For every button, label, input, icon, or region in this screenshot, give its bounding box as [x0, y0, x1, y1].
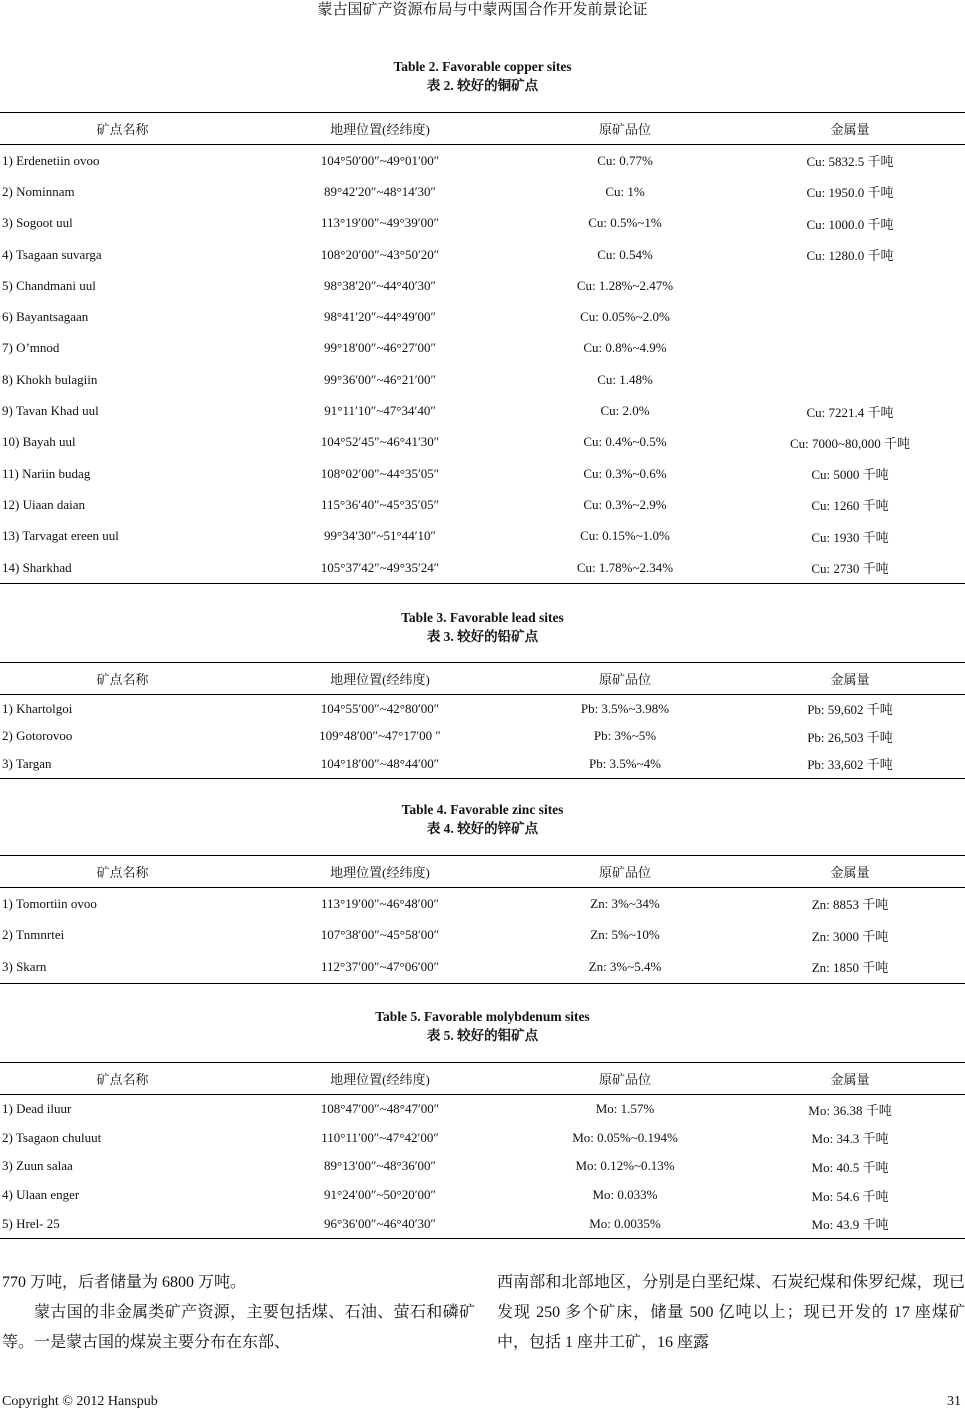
ore-grade-cell: Cu: 1.28%~2.47% — [576, 277, 674, 293]
ore-grade-cell: Cu: 1% — [605, 183, 645, 199]
metal-amount-cell: Cu: 1950.0 千吨 — [806, 185, 894, 201]
location-cell: 112°37′00″~47°06′00″ — [321, 958, 439, 974]
ore-grade-cell: Zn: 3%~34% — [590, 895, 660, 911]
copyright: Copyright © 2012 Hanspub — [2, 1394, 158, 1409]
table-row — [0, 364, 965, 395]
metal-amount-cell: Pb: 59,602 千吨 — [807, 702, 893, 718]
header-ore-grade: 原矿品位 — [598, 672, 651, 687]
header-location: 地理位置(经纬度) — [330, 1072, 430, 1087]
table-row — [0, 888, 965, 920]
table-row — [0, 208, 965, 239]
header-site-name: 矿点名称 — [96, 122, 149, 137]
site-name-cell: 5) Hrel- 25 — [2, 1215, 60, 1231]
location-cell: 110°11′00″~47°42′00″ — [321, 1129, 439, 1145]
ore-grade-cell: Cu: 1.78%~2.34% — [576, 559, 674, 575]
site-name-cell: 1) Khartolgoi — [2, 700, 73, 716]
header-metal-amount: 金属量 — [830, 672, 870, 687]
ore-grade-cell: Zn: 3%~5.4% — [588, 958, 662, 974]
caption-chinese: 表 3. 较好的铅矿点 — [426, 629, 539, 644]
metal-amount-cell: Mo: 43.9 千吨 — [811, 1217, 889, 1233]
site-name-cell: 3) Sogoot uul — [2, 215, 73, 231]
site-name-cell: 7) O’mnod — [2, 340, 60, 356]
site-name-cell: 11) Nariin budag — [2, 465, 91, 481]
table-caption — [0, 800, 965, 838]
caption-chinese: 表 4. 较好的锌矿点 — [426, 821, 539, 836]
paragraph: 蒙古国的非金属类矿产资源，主要包括煤、石油、萤石和磷矿等。一是蒙古国的煤炭主要分布在东部、 — [2, 1304, 475, 1351]
location-cell: 96°36′00″~46°40′30″ — [324, 1215, 436, 1231]
table-row — [0, 521, 965, 552]
table-row — [0, 301, 965, 332]
running-header: 蒙古国矿产资源布局与中蒙两国合作开发前景论证 — [317, 2, 648, 18]
ore-grade-cell: Mo: 0.12%~0.13% — [575, 1158, 675, 1174]
ore-grade-cell: Cu: 1.48% — [597, 371, 653, 387]
location-cell: 113°19′00″~46°48′00″ — [321, 895, 439, 911]
location-cell: 99°34′30″~51°44′10″ — [324, 528, 436, 544]
table-row — [0, 951, 965, 983]
site-name-cell: 1) Erdenetiin ovoo — [2, 152, 100, 168]
metal-amount-cell: Cu: 1930 千吨 — [811, 529, 889, 545]
location-cell: 98°41′20″~44°49′00″ — [324, 309, 436, 325]
header-location: 地理位置(经纬度) — [330, 122, 430, 137]
header-ore-grade: 原矿品位 — [598, 122, 651, 137]
header-metal-amount: 金属量 — [830, 122, 870, 137]
location-cell: 107°38′00″~45°58′00″ — [320, 927, 440, 943]
location-cell: 89°42′20″~48°14′30″ — [324, 183, 436, 199]
location-cell: 113°19′00″~49°39′00″ — [321, 215, 439, 231]
table-row — [0, 239, 965, 270]
ore-grade-cell: Cu: 0.8%~4.9% — [583, 340, 667, 356]
ore-grade-cell: Cu: 0.54% — [597, 246, 653, 262]
metal-amount-cell: Mo: 40.5 千吨 — [811, 1159, 889, 1175]
site-name-cell: 2) Tsagaon chuluut — [2, 1129, 102, 1145]
location-cell: 91°11′10″~47°34′40″ — [324, 403, 436, 419]
site-name-cell: 3) Zuun salaa — [2, 1158, 73, 1174]
table-row — [0, 1152, 965, 1181]
caption-english: Table 3. Favorable lead sites — [401, 610, 564, 625]
location-cell: 104°55′00″~42°80′00″ — [320, 700, 440, 716]
location-cell: 109°48′00″~47°17′00 ″ — [319, 728, 441, 744]
table-row — [0, 427, 965, 458]
table-row — [0, 333, 965, 364]
metal-amount-cell: Cu: 1000.0 千吨 — [806, 216, 894, 232]
header-location: 地理位置(经纬度) — [330, 672, 430, 687]
ore-grade-cell: Cu: 0.3%~2.9% — [583, 496, 667, 512]
table-row — [0, 1181, 965, 1210]
table-2 — [0, 112, 965, 584]
location-cell: 98°38′20″~44°40′30″ — [324, 277, 436, 293]
table-header-row — [0, 663, 965, 695]
ore-grade-cell: Pb: 3.5%~3.98% — [580, 700, 670, 716]
caption-english: Table 2. Favorable copper sites — [393, 59, 572, 74]
metal-amount-cell: Cu: 1280.0 千吨 — [806, 248, 894, 264]
ore-grade-cell: Cu: 2.0% — [600, 403, 650, 419]
site-name-cell: 14) Sharkhad — [2, 559, 72, 575]
table-row — [0, 176, 965, 207]
metal-amount-cell: Zn: 1850 千吨 — [811, 960, 889, 976]
site-name-cell: 2) Nominnam — [2, 183, 75, 199]
site-name-cell: 1) Dead iluur — [2, 1101, 72, 1117]
header-ore-grade: 原矿品位 — [598, 865, 651, 880]
ore-grade-cell: Cu: 0.77% — [597, 152, 653, 168]
table-row — [0, 489, 965, 520]
site-name-cell: 10) Bayah uul — [2, 434, 76, 450]
site-name-cell: 12) Uiaan daian — [2, 496, 86, 512]
table-3 — [0, 662, 965, 779]
location-cell: 99°36′00″~46°21′00″ — [324, 371, 436, 387]
table-caption — [0, 57, 965, 95]
metal-amount-cell: Mo: 36.38 千吨 — [808, 1102, 892, 1118]
table-row — [0, 145, 965, 176]
table-header-row — [0, 113, 965, 145]
table-row — [0, 920, 965, 952]
location-cell: 108°47′00″~48°47′00″ — [320, 1101, 440, 1117]
metal-amount-cell: Cu: 5832.5 千吨 — [806, 154, 894, 170]
metal-amount-cell: Zn: 8853 千吨 — [811, 897, 889, 913]
location-cell: 105°37′42″~49°35′24″ — [320, 559, 440, 575]
table-row — [0, 695, 965, 723]
metal-amount-cell: Pb: 26,503 千吨 — [807, 729, 893, 745]
table-row — [0, 1124, 965, 1153]
metal-amount-cell: Pb: 33,602 千吨 — [807, 757, 893, 773]
table-4 — [0, 855, 965, 984]
ore-grade-cell: Cu: 0.15%~1.0% — [580, 528, 670, 544]
body-text-left-column — [2, 1268, 475, 1358]
metal-amount-cell: Cu: 7221.4 千吨 — [806, 404, 894, 420]
site-name-cell: 2) Tnmnrtei — [2, 927, 65, 943]
site-name-cell: 4) Ulaan enger — [2, 1187, 80, 1203]
location-cell: 104°52′45″~46°41′30″ — [320, 434, 440, 450]
site-name-cell: 2) Gotorovoo — [2, 728, 73, 744]
site-name-cell: 6) Bayantsagaan — [2, 309, 89, 325]
caption-chinese: 表 2. 较好的铜矿点 — [426, 78, 539, 93]
metal-amount-cell: Cu: 2730 千吨 — [811, 561, 889, 576]
table-header-row — [0, 856, 965, 888]
paragraph: 770 万吨，后者储量为 6800 万吨。 — [2, 1274, 247, 1291]
table-5 — [0, 1062, 965, 1239]
metal-amount-cell: Zn: 3000 千吨 — [811, 928, 889, 944]
caption-english: Table 5. Favorable molybdenum sites — [375, 1009, 590, 1024]
site-name-cell: 8) Khokh bulagiin — [2, 371, 98, 387]
location-cell: 104°50′00″~49°01′00″ — [320, 152, 440, 168]
location-cell: 115°36′40″~45°35′05″ — [321, 496, 439, 512]
ore-grade-cell: Zn: 5%~10% — [590, 927, 660, 943]
ore-grade-cell: Pb: 3%~5% — [593, 728, 657, 744]
ore-grade-cell: Cu: 0.05%~2.0% — [580, 309, 670, 325]
ore-grade-cell: Mo: 0.0035% — [589, 1215, 661, 1231]
site-name-cell: 1) Tomortiin ovoo — [2, 895, 97, 911]
ore-grade-cell: Mo: 1.57% — [595, 1101, 655, 1117]
metal-amount-cell: Mo: 54.6 千吨 — [811, 1188, 889, 1204]
site-name-cell: 3) Targan — [2, 755, 52, 771]
header-metal-amount: 金属量 — [830, 1072, 870, 1087]
caption-chinese: 表 5. 较好的钼矿点 — [426, 1028, 539, 1043]
table-row — [0, 552, 965, 583]
caption-english: Table 4. Favorable zinc sites — [401, 802, 564, 817]
table-row — [0, 1209, 965, 1238]
table-row — [0, 750, 965, 778]
ore-grade-cell: Cu: 0.5%~1% — [588, 215, 662, 231]
site-name-cell: 4) Tsagaan suvarga — [2, 246, 102, 262]
ore-grade-cell: Mo: 0.05%~0.194% — [572, 1129, 678, 1145]
table-row — [0, 1095, 965, 1124]
table-caption — [0, 608, 965, 646]
header-ore-grade: 原矿品位 — [598, 1072, 651, 1087]
ore-grade-cell: Cu: 0.3%~0.6% — [583, 465, 667, 481]
table-header-row — [0, 1063, 965, 1095]
header-site-name: 矿点名称 — [96, 865, 149, 880]
location-cell: 108°20′00″~43°50′20″ — [320, 246, 440, 262]
table-row — [0, 723, 965, 751]
site-name-cell: 9) Tavan Khad uul — [2, 403, 99, 419]
location-cell: 99°18′00″~46°27′00″ — [324, 340, 436, 356]
ore-grade-cell: Pb: 3.5%~4% — [588, 755, 662, 771]
metal-amount-cell: Cu: 1260 千吨 — [811, 498, 889, 514]
metal-amount-cell: Cu: 7000~80,000 千吨 — [789, 435, 911, 451]
site-name-cell: 13) Tarvagat ereen uul — [2, 528, 119, 544]
site-name-cell: 5) Chandmani uul — [2, 277, 96, 293]
metal-amount-cell: Mo: 34.3 千吨 — [811, 1131, 889, 1147]
location-cell: 91°24′00″~50°20′00″ — [324, 1187, 436, 1203]
location-cell: 104°18′00″~48°44′00″ — [320, 755, 440, 771]
metal-amount-cell: Cu: 5000 千吨 — [811, 467, 889, 483]
table-row — [0, 395, 965, 426]
body-text-right-column: 西南部和北部地区，分别是白垩纪煤、石炭纪煤和侏罗纪煤，现已发现 250 多个矿床，储量 500 亿吨以上；现已开发的 17 座煤矿中，包括 1 座井工矿，16 座露 — [497, 1274, 965, 1351]
site-name-cell: 3) Skarn — [2, 958, 47, 974]
table-row — [0, 270, 965, 301]
header-site-name: 矿点名称 — [96, 1072, 149, 1087]
table-caption — [0, 1007, 965, 1045]
header-site-name: 矿点名称 — [96, 672, 149, 687]
header-metal-amount: 金属量 — [830, 865, 870, 880]
location-cell: 89°13′00″~48°36′00″ — [324, 1158, 436, 1174]
page-number: 31 — [947, 1394, 961, 1409]
location-cell: 108°02′00″~44°35′05″ — [320, 465, 440, 481]
ore-grade-cell: Mo: 0.033% — [592, 1187, 658, 1203]
ore-grade-cell: Cu: 0.4%~0.5% — [583, 434, 667, 450]
header-location: 地理位置(经纬度) — [330, 865, 430, 880]
table-row — [0, 458, 965, 489]
